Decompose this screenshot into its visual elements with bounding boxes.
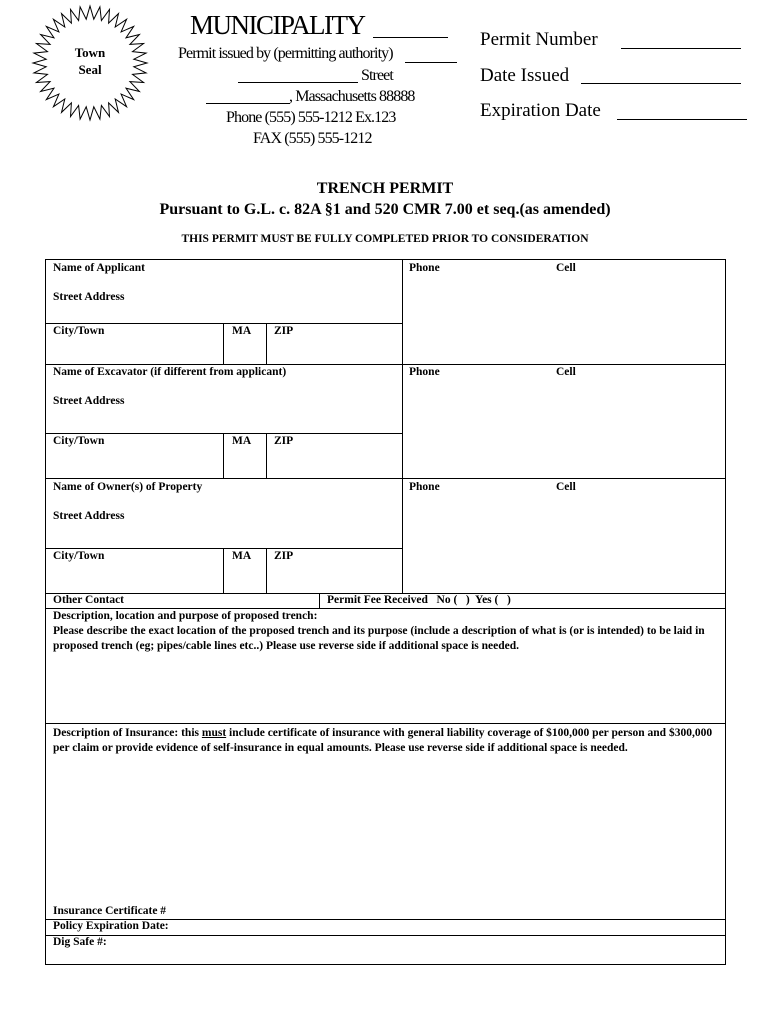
issued-by-text: Permit issued by (permitting authority) [178,45,393,62]
municipality-blank [373,37,448,38]
state-zip-text: , Massachusetts 88888 [289,88,415,105]
permit-title: TRENCH PERMIT [316,180,454,197]
city-blank [206,103,290,104]
excavator-phone-label: Phone [409,366,440,378]
other-contact-label: Other Contact [53,594,125,606]
applicant-name-label: Name of Applicant [53,262,145,274]
expiration-date-field[interactable] [617,119,747,120]
owner-phone-label: Phone [409,481,440,493]
phone-text: Phone (555) 555-1212 Ex.123 [226,109,396,126]
description-instructions: Please describe the exact location of the proposed trench and its purpose (include a description of what is (or is intended) to be laid in proposed trench (eg; pipes/cable lines etc..) Please use reverse side if additional space is needed. [53,625,705,652]
dig-safe-label: Dig Safe #: [53,936,107,948]
insurance-rest: include certificate of insurance with general liability coverage of $100,000 per person and $300,000 per claim or provide evidence of self-insurance in equal amounts. Please use reverse side if additional space is needed. [53,727,713,754]
permit-subtitle: Pursuant to G.L. c. 82A §1 and 520 CMR 7.00 et seq.(as amended) [159,201,611,218]
expiration-date-label: Expiration Date [480,100,601,121]
description-heading: Description, location and purpose of proposed trench: [53,610,318,622]
insurance-prefix: Description of Insurance: this [53,727,199,739]
seal-line-seal: Seal [78,62,102,77]
seal-line-town: Town [74,45,106,60]
permit-number-label: Permit Number [480,29,598,50]
street-blank [238,82,358,83]
owner-state-label: MA [232,550,252,562]
permit-fee-label: Permit Fee Received No ( ) Yes ( ) [327,594,511,606]
fax-text: FAX (555) 555-1212 [253,130,372,147]
date-issued-label: Date Issued [480,65,570,86]
applicant-zip-label: ZIP [274,325,294,337]
excavator-cell-label: Cell [556,366,576,378]
permit-form [45,259,726,965]
excavator-city-label: City/Town [53,435,105,447]
excavator-name-label: Name of Excavator (if different from applicant) [53,366,287,378]
owner-street-label: Street Address [53,510,125,522]
owner-city-label: City/Town [53,550,105,562]
insurance-must: must [201,727,227,739]
date-issued-field[interactable] [581,83,741,84]
permit-number-field[interactable] [621,48,741,49]
street-label: Street [361,67,393,84]
excavator-zip-label: ZIP [274,435,294,447]
applicant-street-label: Street Address [53,291,125,303]
excavator-state-label: MA [232,435,252,447]
applicant-city-label: City/Town [53,325,105,337]
applicant-phone-label: Phone [409,262,440,274]
policy-expiration-label: Policy Expiration Date: [53,920,169,932]
insurance-certificate-label: Insurance Certificate # [53,905,167,917]
owner-cell-label: Cell [556,481,576,493]
town-seal-label [30,44,150,78]
owner-name-label: Name of Owner(s) of Property [53,481,203,493]
issued-by-blank [405,62,457,63]
excavator-street-label: Street Address [53,395,125,407]
applicant-cell-label: Cell [556,262,576,274]
applicant-state-label: MA [232,325,252,337]
insurance-block [53,726,719,756]
municipality-name: MUNICIPALITY [190,10,365,40]
owner-zip-label: ZIP [274,550,294,562]
description-block [53,609,719,654]
completion-notice: THIS PERMIT MUST BE FULLY COMPLETED PRIOR TO CONSIDERATION [181,233,589,245]
